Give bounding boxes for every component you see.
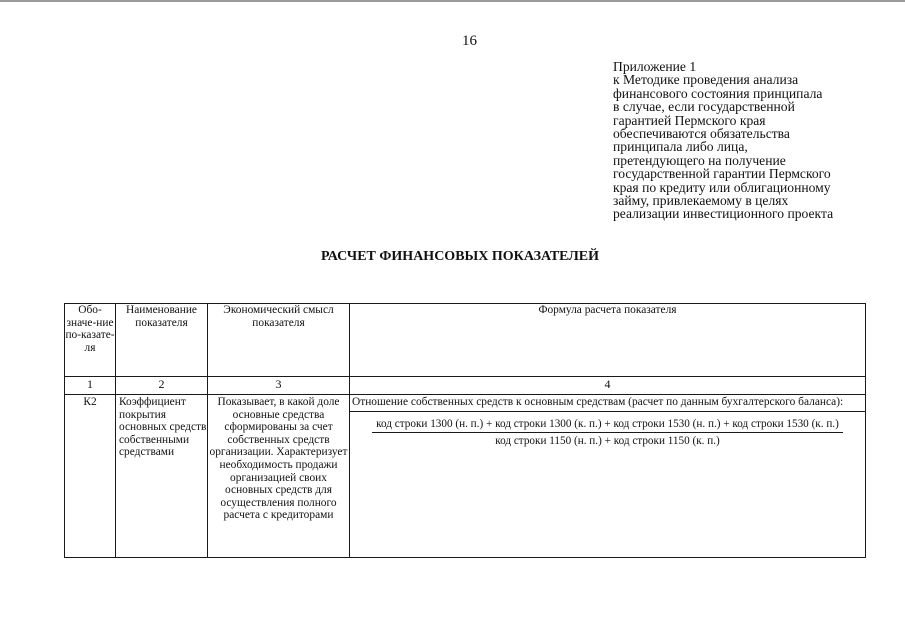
- table-row: [65, 395, 866, 558]
- header-name-label: Наименование показателя: [126, 304, 197, 329]
- appendix-line: Приложение 1: [613, 59, 697, 74]
- formula-numerator: код строки 1300 (н. п.) + код строки 1300 (к. п.) + код строки 1530 (н. п.) + код строки 1530 (к. п.): [372, 418, 843, 434]
- appendix-line: реализации инвестиционного проекта: [613, 206, 834, 222]
- indicator-formula: [350, 395, 866, 558]
- appendix-line: обеспечиваются обязательства: [613, 126, 790, 142]
- top-edge-line: [0, 0, 905, 2]
- appendix-note: [613, 60, 883, 221]
- indicator-code: К2: [65, 395, 116, 558]
- appendix-line: к Методике проведения анализа: [613, 72, 799, 88]
- appendix-line: гарантией Пермского края: [613, 112, 766, 128]
- appendix-line: претендующего на получение: [613, 152, 786, 168]
- page-number: 16: [462, 33, 477, 49]
- formula-description: Отношение собственных средств к основным средствам (расчет по данным бухгалтерского баланса):: [350, 395, 865, 412]
- formula-fraction: [350, 412, 865, 448]
- appendix-line: займу, привлекаемому в целях: [613, 193, 789, 209]
- appendix-line: в случае, если государственной: [613, 99, 795, 115]
- table-header-row: [65, 304, 866, 377]
- formula-denominator: код строки 1150 (н. п.) + код строки 1150 (к. п.): [495, 435, 720, 448]
- header-meaning-label: Экономический смысл показателя: [223, 304, 334, 329]
- appendix-line: государственной гарантии Пермского: [613, 166, 831, 182]
- column-number: 3: [208, 377, 350, 395]
- column-number: 2: [116, 377, 208, 395]
- appendix-line: финансового состояния принципала: [613, 85, 823, 101]
- document-title: РАСЧЕТ ФИНАНСОВЫХ ПОКАЗАТЕЛЕЙ: [321, 249, 599, 264]
- indicator-name: Коэффициент покрытия основных средств собственными средствами: [116, 395, 208, 558]
- appendix-line: края по кредиту или облигационному: [613, 179, 831, 195]
- header-meaning: [208, 304, 350, 377]
- header-code: [65, 304, 116, 377]
- appendix-line: принципала либо лица,: [613, 139, 748, 155]
- header-formula: [350, 304, 866, 377]
- financial-indicators-table: [64, 303, 866, 558]
- column-number-row: [65, 377, 866, 395]
- header-formula-label: Формула расчета показателя: [538, 304, 677, 316]
- header-code-label: Обо-значе-ние по-казате-ля: [65, 304, 115, 354]
- indicator-meaning: Показывает, в какой доле основные средства сформированы за счет собственных средств организации. Характеризует необходимость продажи организацией своих основных средств для осуществления полного расчета с кредиторами: [208, 395, 350, 558]
- header-name: [116, 304, 208, 377]
- column-number: 4: [350, 377, 866, 395]
- column-number: 1: [65, 377, 116, 395]
